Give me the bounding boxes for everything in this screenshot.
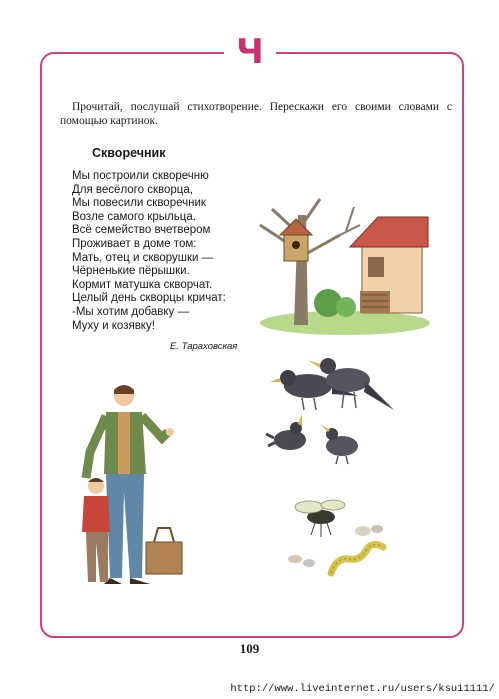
poem-author: Е. Тараховская xyxy=(170,341,238,352)
instruction-text: Прочитай, послушай стихотворение. Перескажи его своими словами с помощью картинок. xyxy=(60,101,452,127)
birdhouse-house-illustration xyxy=(250,195,430,335)
poem-line: Проживает в доме том: xyxy=(72,237,197,250)
poem-line: Мать, отец и скворушки — xyxy=(72,251,214,264)
man-and-boy-illustration xyxy=(76,382,186,597)
poem-line: Возле самого крыльца. xyxy=(72,210,196,223)
watermark-url: http://www.liveinternet.ru/users/ksu11111/ xyxy=(230,683,495,695)
poem-title: Скворечник xyxy=(92,146,166,160)
poem-line: Всё семейство вчетвером xyxy=(72,224,211,237)
poem-body xyxy=(72,170,272,333)
poem-line: -Мы хотим добавку — xyxy=(72,305,189,318)
letter-heading: Ч xyxy=(224,34,276,70)
fly-and-worm-illustration xyxy=(285,495,395,585)
page-number: 109 xyxy=(239,641,260,656)
poem-line: Мы построили скворечню xyxy=(72,170,209,182)
starlings-illustration xyxy=(262,352,402,467)
poem-line: Муху и козявку! xyxy=(72,319,155,332)
poem-line: Чёрненькие пёрышки. xyxy=(72,265,190,278)
poem-line: Для весёлого скворца, xyxy=(72,183,193,196)
poem-line: Мы повесили скворечник xyxy=(72,197,206,210)
poem-line: Кормит матушка скворчат. xyxy=(72,278,213,291)
poem-line: Целый день скворцы кричат: xyxy=(72,292,226,305)
